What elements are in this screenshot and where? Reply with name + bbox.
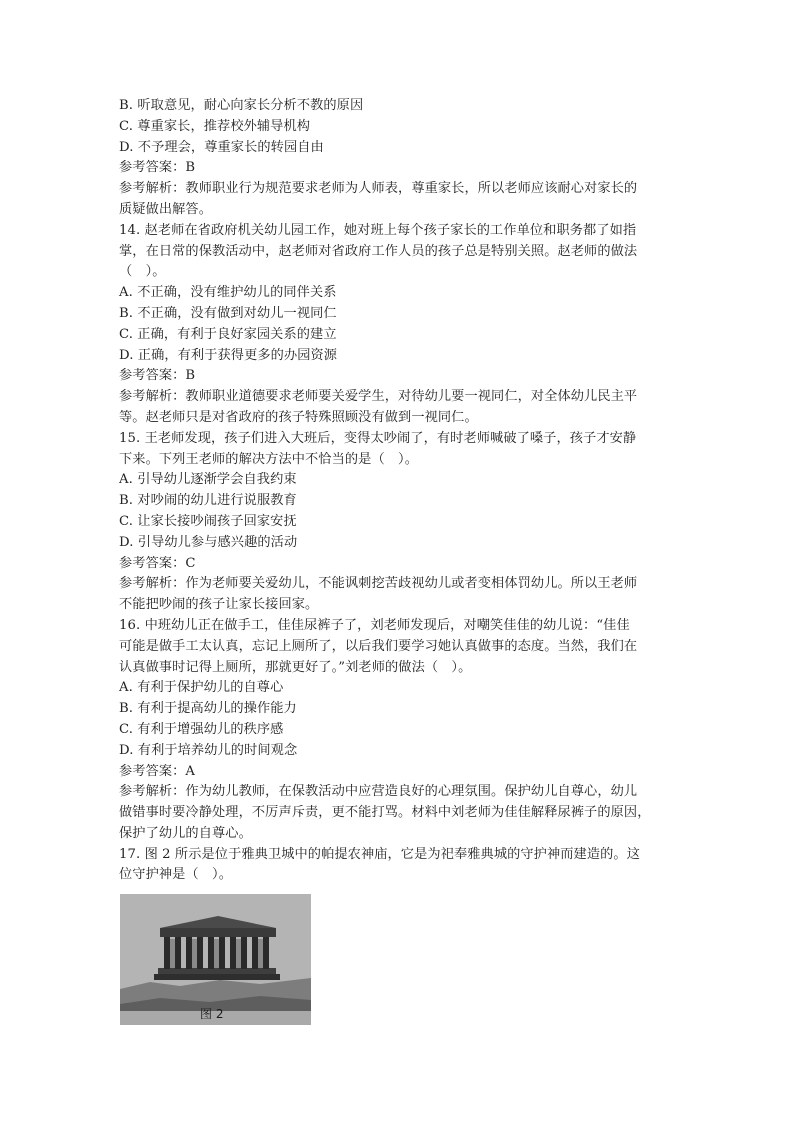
document-body <box>119 96 679 886</box>
text-line: 不能把吵闹的孩子让家长接回家。 <box>119 597 319 613</box>
text-line: C. 正确，有利于良好家园关系的建立 <box>119 326 337 342</box>
text-line: A. 引导幼儿逐渐学会自我约束 <box>119 472 297 488</box>
text-line: D. 有利于培养幼儿的时间观念 <box>119 742 298 758</box>
parthenon-photo <box>120 894 311 1025</box>
text-line: 参考解析：教师职业行为规范要求老师为人师表，尊重家长，所以老师应该耐心对家长的 <box>119 181 638 197</box>
text-line: C. 让家长接吵闹孩子回家安抚 <box>119 513 297 529</box>
text-line: 16. 中班幼儿正在做手工，佳佳尿裤子了，刘老师发现后，对嘲笑佳佳的幼儿说：“佳佳 <box>119 617 630 633</box>
text-line: （ ）。 <box>119 264 166 280</box>
text-line: 质疑做出解答。 <box>119 201 213 217</box>
text-line: B. 听取意见，耐心向家长分析不教的原因 <box>119 98 364 113</box>
text-line: 认真做事时记得上厕所，那就更好了。”刘老师的做法（ ）。 <box>119 659 472 675</box>
text-line: 参考答案：C <box>119 555 196 571</box>
text-line: 参考答案：B <box>119 160 196 176</box>
text-line: 等。赵老师只是对省政府的孩子特殊照顾没有做到一视同仁。 <box>119 409 478 425</box>
text-line: 17. 图 2 所示是位于雅典卫城中的帕提农神庙，它是为祀奉雅典城的守护神而建造的。这 <box>119 846 640 862</box>
text-line: 可能是做手工太认真，忘记上厕所了，以后我们要学习她认真做事的态度。当然，我们在 <box>119 638 638 654</box>
text-line: D. 正确，有利于获得更多的办园资源 <box>119 347 338 363</box>
text-line: 下来。下列王老师的解决方法中不恰当的是（ ）。 <box>119 451 419 467</box>
text-line: B. 对吵闹的幼儿进行说服教育 <box>119 493 297 509</box>
text-line: 14. 赵老师在省政府机关幼儿园工作，她对班上每个孩子家长的工作单位和职务都了如指 <box>119 222 637 238</box>
text-line: 位守护神是（ ）。 <box>119 867 232 883</box>
text-line: 参考答案：B <box>119 368 196 384</box>
text-line: 参考解析：教师职业道德要求老师要关爱学生，对待幼儿要一视同仁，对全体幼儿民主平 <box>119 389 638 405</box>
text-line: 保护了幼儿的自尊心。 <box>119 825 252 841</box>
text-line: B. 不正确，没有做到对幼儿一视同仁 <box>119 305 337 321</box>
text-line: A. 不正确，没有维护幼儿的同伴关系 <box>119 285 337 301</box>
text-line: C. 有利于增强幼儿的秩序感 <box>119 721 284 737</box>
text-line: C. 尊重家长，推荐校外辅导机构 <box>119 118 311 134</box>
text-line: B. 有利于提高幼儿的操作能力 <box>119 701 297 717</box>
text-line: 参考答案：A <box>119 763 196 779</box>
text-line: 参考解析：作为幼儿教师，在保教活动中应营造良好的心理氛围。保护幼儿自尊心，幼儿 <box>119 784 638 800</box>
text-line: 15. 王老师发现，孩子们进入大班后，变得太吵闹了，有时老师喊破了嗓子，孩子才安静 <box>119 430 637 446</box>
figure-caption: 图 2 <box>200 1007 224 1021</box>
text-line: 参考解析：作为老师要关爱幼儿，不能讽刺挖苦歧视幼儿或者变相体罚幼儿。所以王老师 <box>119 576 638 592</box>
text-line: D. 不予理会，尊重家长的转园自由 <box>119 139 324 155</box>
text-line: A. 有利于保护幼儿的自尊心 <box>119 680 284 696</box>
text-line: 掌，在日常的保教活动中，赵老师对省政府工作人员的孩子总是特别关照。赵老师的做法 <box>119 243 638 259</box>
text-line: D. 引导幼儿参与感兴趣的活动 <box>119 534 298 550</box>
text-line: 做错事时要冷静处理，不厉声斥责，更不能打骂。材料中刘老师为佳佳解释尿裤子的原因， <box>119 805 651 821</box>
